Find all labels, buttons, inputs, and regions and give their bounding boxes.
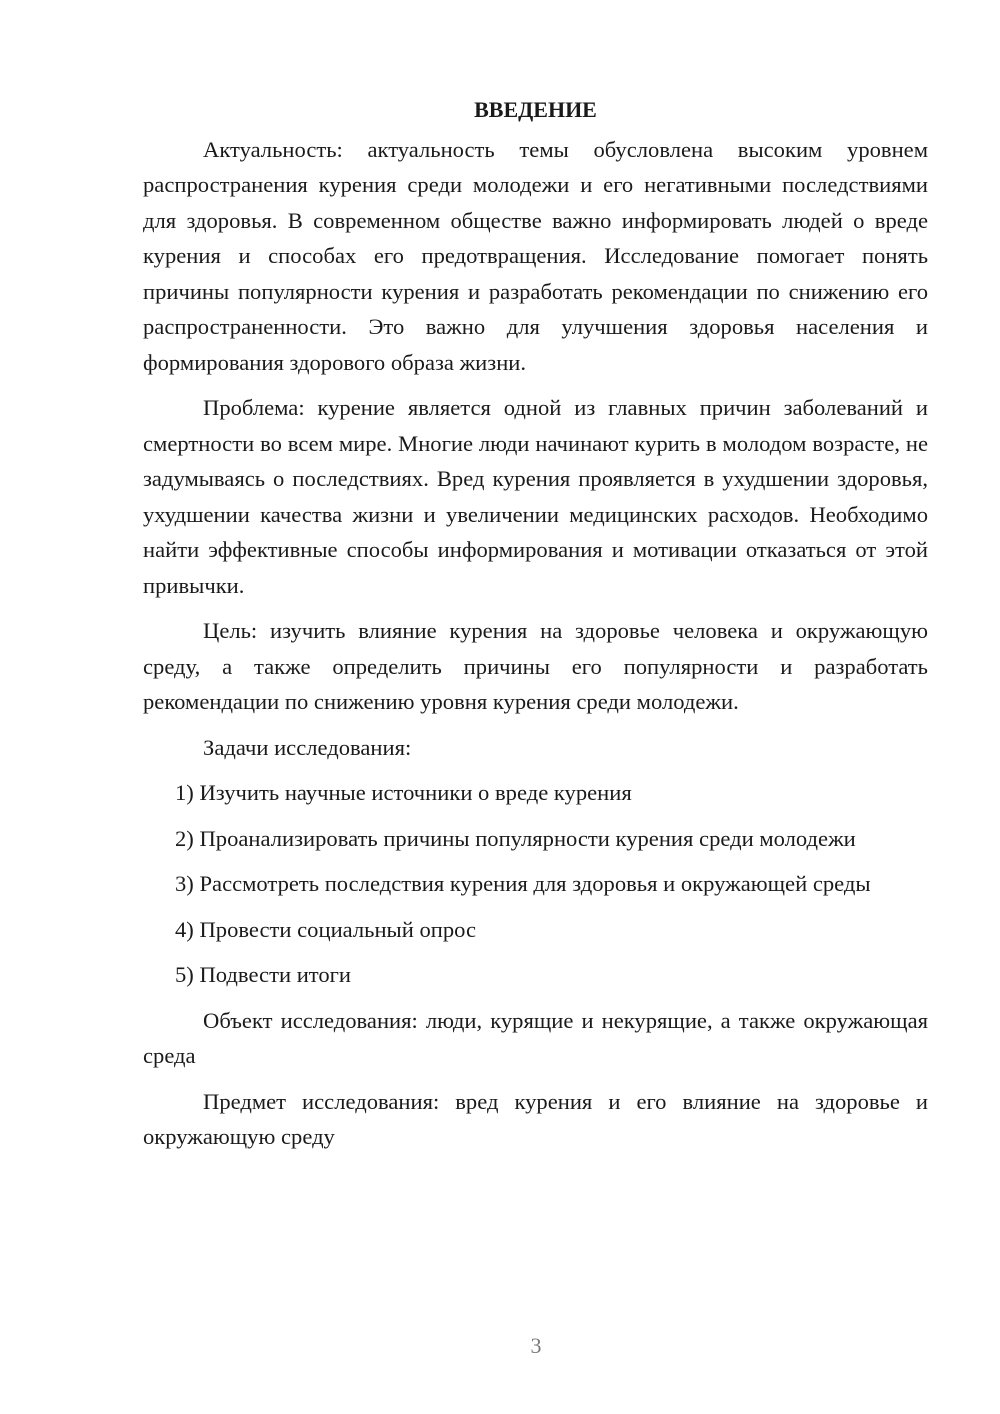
paragraph-subject: Предмет исследования: вред курения и его влияние на здоровье и окружающую среду	[143, 1088, 928, 1149]
paragraph-goal: Цель: изучить влияние курения на здоровье человека и окружающую среду, а также определить причины его популярности и разработать рекомендации по снижению уровня курения среди молодежи.	[143, 618, 928, 714]
tasks-heading: Задачи исследования:	[203, 734, 412, 760]
paragraph-problem: Проблема: курение является одной из главных причин заболеваний и смертности во всем мире. Многие люди начинают курить в молодом возрасте, не задумываясь о последствиях. Вред курения проявляется в ухудшении здоровья, ухудшении качества жизни и увеличении медицинских расходов. Необходимо найти эффективные способы информирования и мотивации отказаться от этой привычки.	[143, 395, 928, 598]
paragraph-relevance: Актуальность: актуальность темы обусловлена высоким уровнем распространения курения среди молодежи и его негативными последствиями для здоровья. В современном обществе важно информировать людей о вреде курения и способах его предотвращения. Исследование помогает понять причины популярности курения и разработать рекомендации по снижению его распространенности. Это важно для улучшения здоровья населения и формирования здорового образа жизни.	[143, 136, 928, 375]
page-content	[143, 92, 928, 1165]
list-item: 1) Изучить научные источники о вреде курения	[175, 780, 632, 805]
page-number: 3	[530, 1333, 542, 1358]
list-item: 5) Подвести итоги	[175, 962, 352, 987]
paragraph-object: Объект исследования: люди, курящие и некурящие, а также окружающая среда	[143, 1007, 928, 1068]
tasks-list	[143, 775, 928, 993]
list-item: 2) Проанализировать причины популярности курения среди молодежи	[175, 825, 856, 851]
list-item: 3) Рассмотреть последствия курения для здоровья и окружающей среды	[175, 871, 871, 896]
list-item: 4) Провести социальный опрос	[175, 916, 477, 942]
section-title: ВВЕДЕНИЕ	[474, 97, 597, 122]
